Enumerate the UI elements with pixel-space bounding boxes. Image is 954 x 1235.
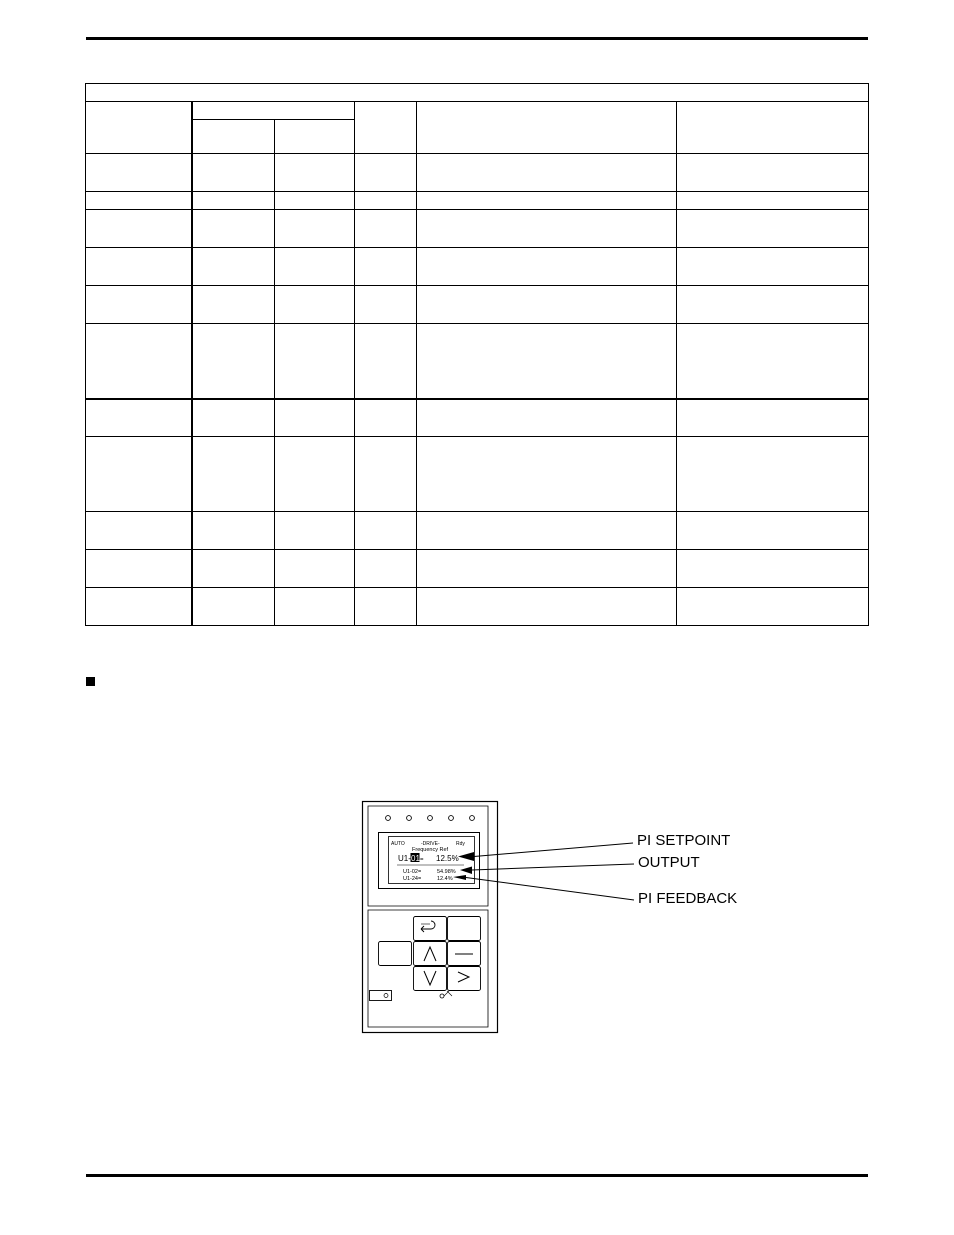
lcd-line1-value: 12.5%	[436, 854, 459, 863]
led-indicator-icon	[470, 816, 475, 821]
callout-pi-setpoint: PI SETPOINT	[637, 832, 731, 849]
lcd-line1-equals: =	[420, 857, 424, 863]
left-key[interactable]	[379, 942, 412, 966]
down-key[interactable]	[414, 967, 447, 991]
callout-output: OUTPUT	[638, 854, 700, 871]
led-indicator-icon	[428, 816, 433, 821]
comm-port-icon	[384, 994, 388, 998]
enter-key[interactable]	[414, 917, 447, 941]
footer-rule	[86, 1174, 868, 1177]
upper-right-key[interactable]	[448, 917, 481, 941]
lcd-line1-prefix: U1-	[398, 854, 411, 863]
screw-icon	[440, 994, 444, 998]
led-indicator-icon	[407, 816, 412, 821]
lcd-line3-value: 12.4%	[437, 876, 453, 882]
lcd-status: Rdy	[456, 841, 465, 847]
lcd-line3: U1-24=	[403, 876, 422, 882]
lcd-title: Frequency Ref	[412, 847, 449, 853]
lcd-section: -DRIVE-	[421, 841, 440, 847]
lcd-line2-value: 54.98%	[437, 869, 456, 875]
led-indicator-icon	[386, 816, 391, 821]
up-key[interactable]	[414, 942, 447, 966]
lcd-line1-highlight: 01	[411, 854, 420, 863]
led-indicator-icon	[449, 816, 454, 821]
lcd-line2: U1-02=	[403, 869, 422, 875]
shift-key[interactable]	[448, 967, 481, 991]
lcd-mode: AUTO	[391, 841, 405, 847]
callout-pi-feedback: PI FEEDBACK	[638, 890, 738, 907]
